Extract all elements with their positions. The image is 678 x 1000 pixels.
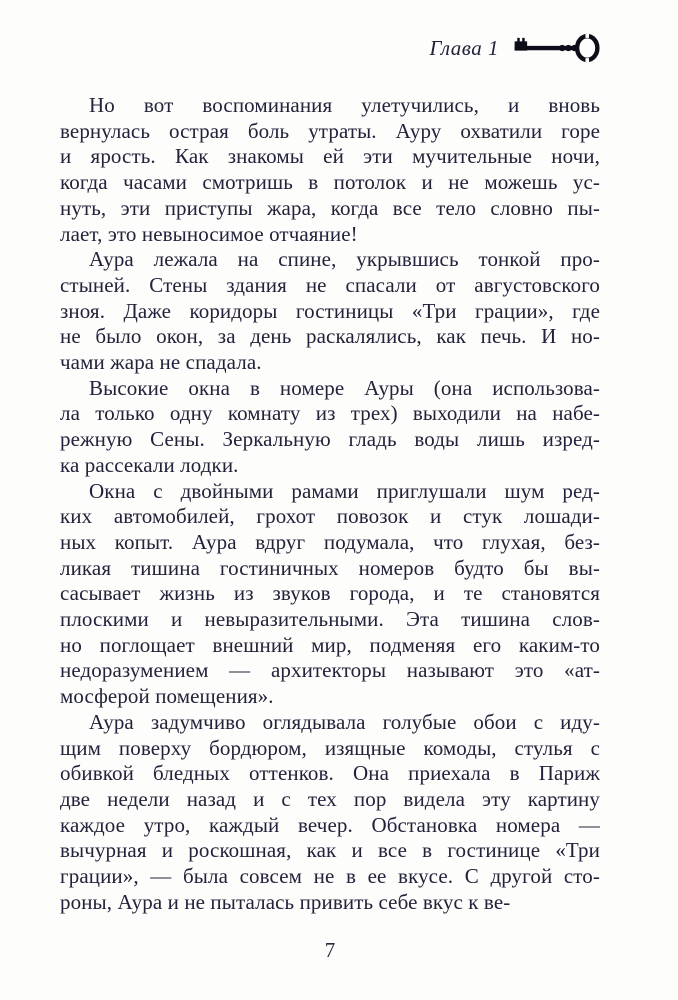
text-line: и ярость. Как знакомы ей эти мучительные ночи,	[60, 144, 600, 169]
text-line: обивкой бледных оттенков. Она приехала в Париж	[60, 761, 600, 786]
text-line: щим поверху бордюром, изящные комоды, стулья с	[60, 735, 600, 760]
text-line: ких автомобилей, грохот повозок и стук лошади-	[60, 504, 600, 529]
text-line: сасывает жизнь из звуков города, и те становятся	[60, 581, 600, 606]
text-line: ликая тишина гостиничных номеров будто бы вы-	[60, 555, 600, 580]
text-line: Аура лежала на спине, укрывшись тонкой про-	[89, 247, 600, 272]
text-line: вычурная и роскошная, как и все в гостинице «Три	[60, 838, 600, 863]
text-line: каждое утро, каждый вечер. Обстановка номера —	[60, 812, 600, 837]
text-line: но поглощает внешний мир, подменяя его каким-то	[60, 632, 600, 657]
text-line: мосферой помещения».	[60, 684, 274, 709]
page-number: 7	[324, 938, 336, 962]
chapter-title: Глава 1	[429, 35, 499, 60]
text-line: Но вот воспоминания улетучились, и вновь	[89, 93, 600, 117]
body-text	[60, 93, 600, 916]
paragraph	[60, 93, 600, 247]
chapter-header	[430, 33, 600, 63]
text-line: грации», — была совсем не в ее вкусе. С другой сто-	[60, 864, 600, 889]
text-line: Окна с двойными рамами приглушали шум ред-	[89, 478, 600, 503]
text-line: не было окон, за день раскалялись, как печь. И но-	[60, 324, 600, 349]
text-line: роны, Аура и не пыталась привить себе вкус к ве-	[60, 889, 511, 914]
text-line: недоразумением — архитекторы называют это «ат-	[60, 658, 600, 683]
text-line: стыней. Стены здания не спасали от августовского	[60, 272, 600, 297]
text-line: ка рассекали лодки.	[60, 452, 239, 477]
text-line: Аура задумчиво оглядывала голубые обои с иду-	[89, 709, 600, 734]
text-line: вернулась острая боль утраты. Ауру охватили горе	[60, 118, 600, 143]
text-line: нуть, эти приступы жара, когда все тело словно пы-	[60, 195, 600, 220]
text-line: когда часами смотришь в потолок и не можешь ус-	[60, 170, 600, 195]
text-line: ла только одну комнату из трех) выходили на набе-	[60, 401, 600, 426]
paragraph	[60, 247, 600, 376]
key-icon	[512, 33, 600, 63]
text-line: плоскими и невыразительными. Эта тишина слов-	[60, 607, 600, 632]
text-line: режную Сены. Зеркальную гладь воды лишь изред-	[60, 427, 600, 452]
text-line: две недели назад и с тех пор видела эту картину	[60, 786, 600, 811]
text-line: ных копыт. Аура вдруг подумала, что глухая, без-	[60, 529, 600, 554]
paragraph	[60, 479, 600, 710]
text-line: чами жара не спадала.	[60, 350, 262, 375]
paragraph	[60, 710, 600, 916]
text-line: зноя. Даже коридоры гостиницы «Три грации», где	[60, 298, 600, 323]
paragraph	[60, 376, 600, 479]
text-line: Высокие окна в номере Ауры (она использова-	[89, 375, 600, 400]
text-line: лает, это невыносимое отчаяние!	[60, 221, 358, 246]
